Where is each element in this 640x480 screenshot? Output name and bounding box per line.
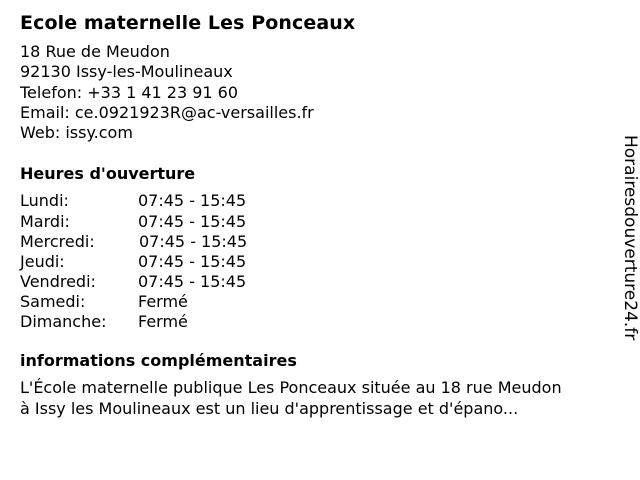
site-watermark: Horairesdouverture24.fr xyxy=(620,135,640,341)
hours-row-thursday xyxy=(20,252,610,272)
hours-time: 07:45 - 15:45 xyxy=(138,211,247,231)
hours-row-wednesday xyxy=(20,232,610,252)
email-address: Email: ce.0921923R@ac-versailles.fr xyxy=(20,102,314,122)
hours-time: Fermé xyxy=(138,312,188,332)
phone-number: Telefon: +33 1 41 23 91 60 xyxy=(20,82,239,102)
contact-block xyxy=(20,42,610,143)
hours-row-tuesday xyxy=(20,212,610,232)
hours-row-monday xyxy=(20,191,610,211)
hours-day: Dimanche: xyxy=(20,312,107,332)
website: Web: issy.com xyxy=(20,123,133,143)
hours-row-sunday xyxy=(20,312,610,332)
opening-hours-heading: Heures d'ouverture xyxy=(20,164,196,184)
info-line: à Issy les Moulineaux est un lieu d'apprentissage et d'épano... xyxy=(20,398,519,418)
hours-day: Samedi: xyxy=(20,291,86,311)
school-name: Ecole maternelle Les Ponceaux xyxy=(20,12,356,34)
hours-day: Vendredi: xyxy=(20,271,96,291)
additional-info-heading: informations complémentaires xyxy=(20,351,297,371)
hours-time: 07:45 - 15:45 xyxy=(139,231,248,251)
hours-time: 07:45 - 15:45 xyxy=(138,271,247,291)
hours-time: 07:45 - 15:45 xyxy=(138,251,247,271)
hours-row-friday xyxy=(20,272,610,292)
hours-day: Mercredi: xyxy=(20,231,95,251)
school-info-card xyxy=(20,10,610,419)
hours-day: Jeudi: xyxy=(20,251,65,271)
info-line: L'École maternelle publique Les Ponceaux située au 18 rue Meudon xyxy=(20,378,562,398)
address-city: 92130 Issy-les-Moulineaux xyxy=(20,62,233,82)
address-street: 18 Rue de Meudon xyxy=(20,42,170,61)
hours-row-saturday xyxy=(20,292,610,312)
hours-time: Fermé xyxy=(138,291,188,311)
hours-day: Lundi: xyxy=(20,191,69,211)
hours-day: Mardi: xyxy=(20,211,70,231)
additional-info-text xyxy=(20,378,610,419)
opening-hours-list xyxy=(20,191,610,332)
hours-time: 07:45 - 15:45 xyxy=(138,191,247,211)
